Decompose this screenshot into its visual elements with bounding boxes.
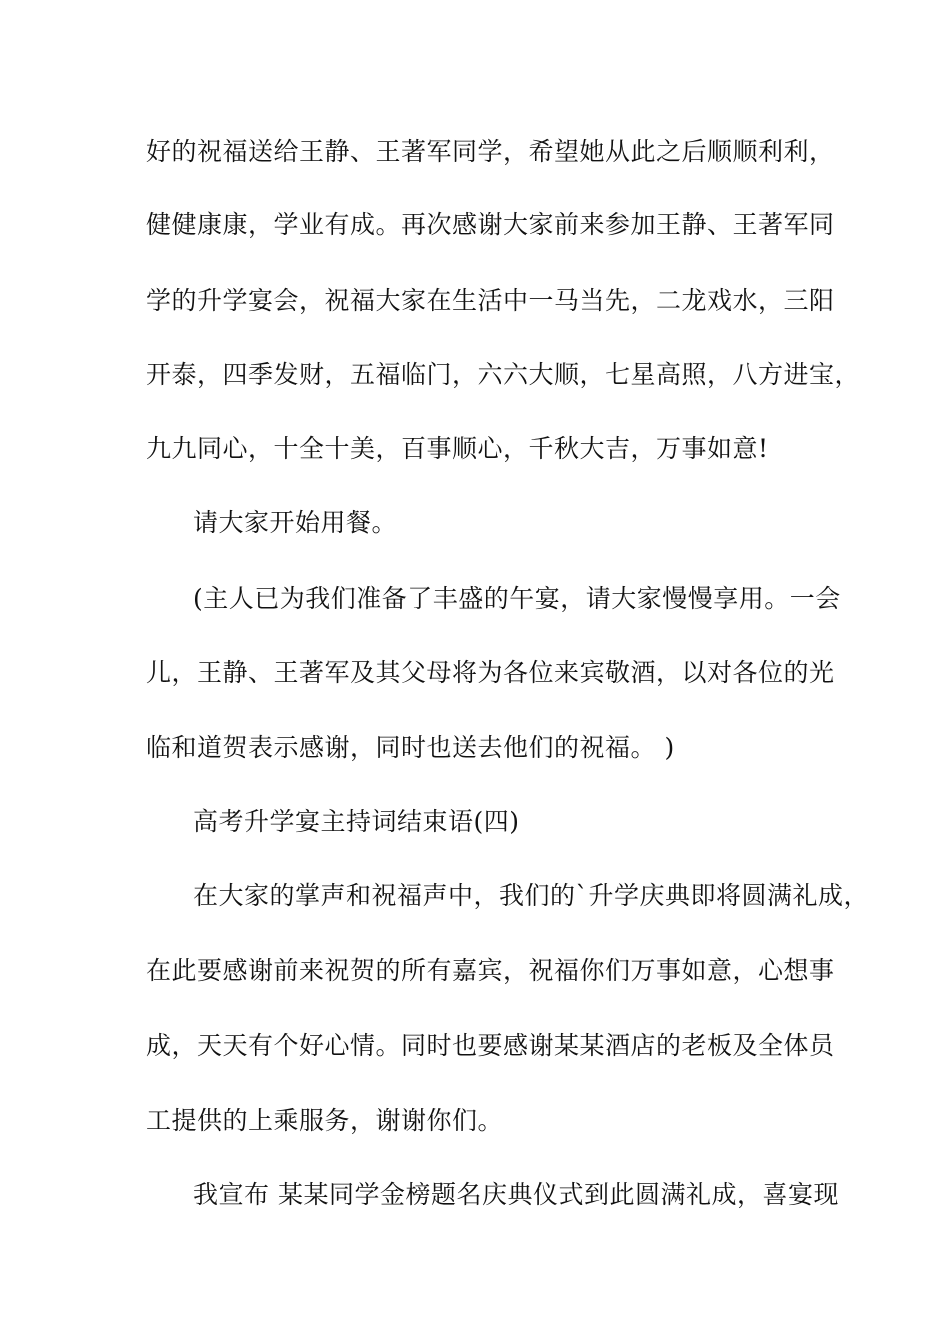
text-line-5: 九九同心，十全十美，百事顺心，千秋大吉，万事如意!	[146, 434, 769, 463]
text-line-13: 成，天天有个好心情。同时也要感谢某某酒店的老板及全体员	[146, 1031, 835, 1060]
text-line-8: 儿，王静、王著军及其父母将为各位来宾敬酒，以对各位的光	[146, 658, 835, 687]
text-line-9: 临和道贺表示感谢，同时也送去他们的祝福。 )	[146, 733, 675, 762]
text-line-14: 工提供的上乘服务，谢谢你们。	[146, 1106, 504, 1135]
text-line-4: 开泰，四季发财，五福临门，六六大顺，七星高照，八方进宝，	[146, 360, 861, 389]
text-line-11: 在大家的掌声和祝福声中，我们的`升学庆典即将圆满礼成，	[193, 881, 870, 910]
text-line-12: 在此要感谢前来祝贺的所有嘉宾，祝福你们万事如意，心想事	[146, 956, 835, 985]
text-line-7: (主人已为我们准备了丰盛的午宴，请大家慢慢享用。一会	[193, 584, 841, 613]
text-line-3: 学的升学宴会，祝福大家在生活中一马当先，二龙戏水，三阳	[146, 286, 835, 315]
text-line-1: 好的祝福送给王静、王著军同学，希望她从此之后顺顺利利，	[146, 137, 835, 166]
text-line-2: 健健康康，学业有成。再次感谢大家前来参加王静、王著军同	[146, 210, 835, 239]
text-line-6: 请大家开始用餐。	[193, 508, 398, 537]
text-line-15: 我宣布 某某同学金榜题名庆典仪式到此圆满礼成，喜宴现	[193, 1180, 839, 1209]
section-heading: 高考升学宴主持词结束语(四)	[193, 807, 520, 836]
